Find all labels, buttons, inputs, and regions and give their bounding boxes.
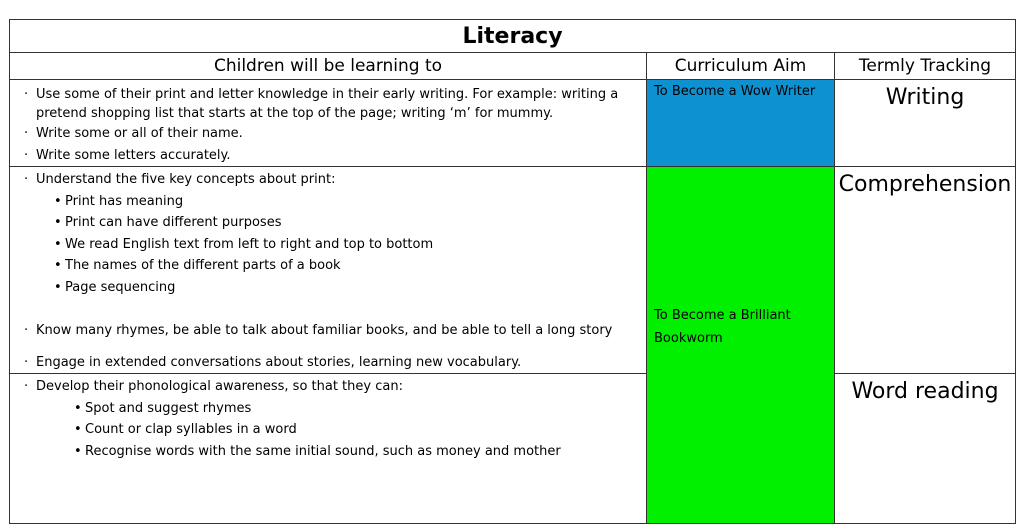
table-row bbox=[10, 374, 1016, 524]
list-item: · Develop their phonological awareness, so that they can: bbox=[10, 376, 646, 398]
curriculum-aim-text: To Become a Brilliant Bookworm bbox=[654, 308, 791, 346]
list-item: · Understand the five key concepts about print: bbox=[10, 169, 646, 191]
learning-cell-word-reading bbox=[10, 374, 647, 524]
sub-list-item: • Count or clap syllables in a word bbox=[10, 419, 646, 441]
sub-list-item: • Page sequencing bbox=[10, 277, 646, 299]
list-item: · Write some letters accurately. bbox=[10, 145, 646, 167]
learning-cell-writing bbox=[10, 80, 647, 167]
header-learning: Children will be learning to bbox=[10, 53, 647, 80]
tracking-writing: Writing bbox=[835, 80, 1016, 167]
header-termly-tracking: Termly Tracking bbox=[835, 53, 1016, 80]
list-item: · Write some or all of their name. bbox=[10, 123, 646, 145]
tracking-word-reading: Word reading bbox=[835, 374, 1016, 524]
table-row bbox=[10, 80, 1016, 167]
learning-cell-comprehension bbox=[10, 167, 647, 374]
sub-list-item: • Print can have different purposes bbox=[10, 212, 646, 234]
table-title: Literacy bbox=[10, 20, 1016, 53]
spacer bbox=[10, 298, 646, 320]
header-curriculum-aim: Curriculum Aim bbox=[647, 53, 835, 80]
sub-list-item: • Recognise words with the same initial sound, such as money and mother bbox=[10, 441, 646, 463]
sub-list-item: • Spot and suggest rhymes bbox=[10, 398, 646, 420]
curriculum-aim-brilliant-bookworm bbox=[647, 167, 835, 524]
list-item: · Use some of their print and letter knowledge in their early writing. For example: writing a pretend shopping list that starts at the top of the page; writing ‘m’ for mummy. bbox=[10, 82, 646, 123]
curriculum-aim-wow-writer: To Become a Wow Writer bbox=[647, 80, 835, 167]
list-item: · Know many rhymes, be able to talk about familiar books, and be able to tell a long story bbox=[10, 320, 646, 342]
tracking-comprehension: Comprehension bbox=[835, 167, 1016, 374]
spacer bbox=[10, 342, 646, 352]
sub-list-item: • Print has meaning bbox=[10, 191, 646, 213]
sub-list-item: • The names of the different parts of a book bbox=[10, 255, 646, 277]
sub-list-item: • We read English text from left to right and top to bottom bbox=[10, 234, 646, 256]
table-row bbox=[10, 167, 1016, 374]
list-item: · Engage in extended conversations about stories, learning new vocabulary. bbox=[10, 352, 646, 374]
literacy-table bbox=[9, 19, 1016, 524]
